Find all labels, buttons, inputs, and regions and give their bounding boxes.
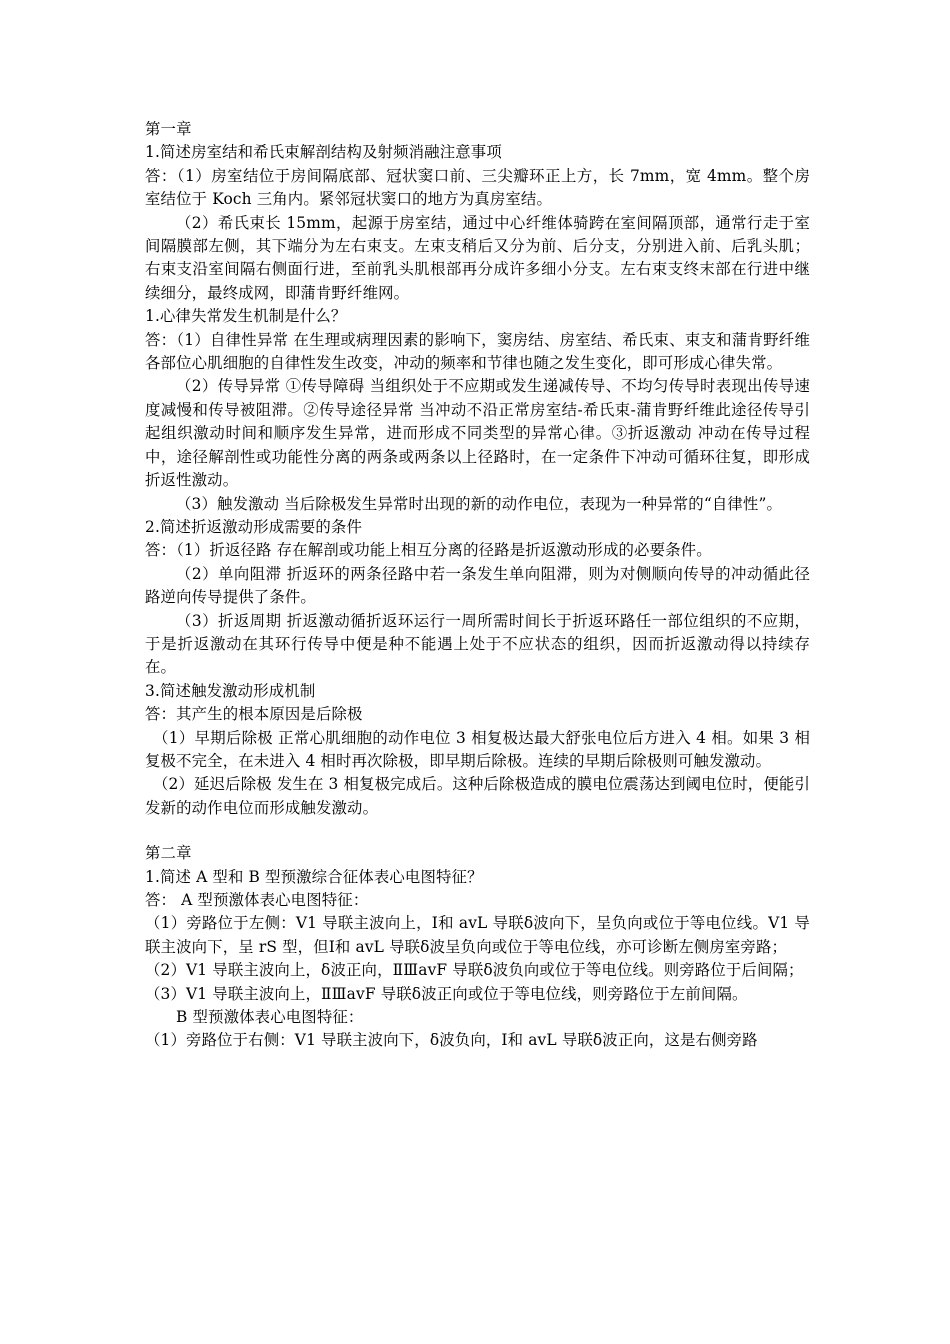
chapter-1-heading: 第一章 xyxy=(145,120,192,138)
answer-paragraph: 答：（1）折返径路 存在解剖或功能上相互分离的径路是折返激动形成的必要条件。 xyxy=(145,541,712,560)
chapter-2-heading: 第二章 xyxy=(145,844,192,863)
question-title: 1.简述房室结和希氏束解剖结构及射频消融注意事项 xyxy=(145,143,502,162)
answer-paragraph: 答：（1）房室结位于房间隔底部、冠状窦口前、三尖瓣环正上方，长 7mm，宽 4mm。整个房室结位于 Koch 三角内。紧邻冠状窦口的地方为真房室结。 xyxy=(145,166,810,209)
answer-paragraph: （2）延迟后除极 发生在 3 相复极完成后。这种后除极造成的膜电位震荡达到阈电位时，便能引发新的动作电位而形成触发激动。 xyxy=(145,775,810,817)
answer-paragraph: （2）V1 导联主波向上，δ波正向，ⅡⅢavF 导联δ波负向或位于等电位线。则旁路位于后间隔； xyxy=(145,961,804,980)
answer-paragraph: 答：（1）自律性异常 在生理或病理因素的影响下，窦房结、房室结、希氏束、束支和蒲肯野纤维各部位心肌细胞的自律性发生改变，冲动的频率和节律也随之发生变化，即可形成心律失常。 xyxy=(145,330,810,373)
answer-paragraph: B 型预激体表心电图特征： xyxy=(176,1008,364,1027)
answer-paragraph: （1）旁路位于右侧：V1 导联主波向下，δ波负向，Ⅰ和 avL 导联δ波正向，这是右侧旁路 xyxy=(145,1031,758,1050)
answer-paragraph: （3）触发激动 当后除极发生异常时出现的新的动作电位，表现为一种异常的“自律性”。 xyxy=(176,494,783,513)
answer-paragraph: （2）希氏束长 15mm，起源于房室结，通过中心纤维体骑跨在室间隔顶部，通常行走于室间隔膜部左侧，其下端分为左右束支。左束支稍后又分为前、后分支，分别进入前、后乳头肌；右束支沿室间隔右侧面行进，至前乳头肌根部再分成许多细小分支。左右束支终末部在行进中继续细分，最终成网，即蒲肯野纤维网。 xyxy=(145,213,810,302)
document-page xyxy=(145,118,810,1053)
answer-paragraph: （1）旁路位于左侧：V1 导联主波向上，Ⅰ和 avL 导联δ波向下，呈负向或位于等电位线。V1 导联主波向下，呈 rS 型，但Ⅰ和 avL 导联δ波呈负向或位于等电位线，亦可诊断左侧房室旁路； xyxy=(145,914,810,956)
question-title: 2.简述折返激动形成需要的条件 xyxy=(145,517,363,536)
answer-paragraph: （3）折返周期 折返激动循折返环运行一周所需时间长于折返环路任一部位组织的不应期，于是折返激动在其环行传导中便是种不能遇上处于不应状态的组织，因而折返激动得以持续存在。 xyxy=(145,611,810,677)
answer-paragraph: （3）V1 导联主波向上，ⅡⅢavF 导联δ波正向或位于等电位线，则旁路位于左前间隔。 xyxy=(145,984,748,1003)
answer-paragraph: 答： A 型预激体表心电图特征： xyxy=(145,891,369,909)
question-title: 3.简述触发激动形成机制 xyxy=(145,681,316,700)
answer-paragraph: （2）单向阻滞 折返环的两条径路中若一条发生单向阻滞，则为对侧顺向传导的冲动循此径路逆向传导提供了条件。 xyxy=(145,564,810,607)
answer-paragraph: （2）传导异常 ①传导障碍 当组织处于不应期或发生递减传导、不均匀传导时表现出传导速度减慢和传导被阻滞。②传导途径异常 当冲动不沿正常房室结-希氏束-蒲肯野纤维此途径传导引起组织激动时间和顺序发生异常，进而形成不同类型的异常心律。③折返激动 冲动在传导过程中，途径解剖性或功能性分离的两条或两条以上径路时，在一定条件下冲动可循环往复，即形成折返性激动。 xyxy=(145,377,810,490)
question-title: 1.简述 A 型和 B 型预激综合征体表心电图特征？ xyxy=(145,867,483,886)
answer-paragraph: （1）早期后除极 正常心肌细胞的动作电位 3 相复极达最大舒张电位后方进入 4 相。如果 3 相复极不完全，在未进入 4 相时再次除极，即早期后除极。连续的早期后除极则可触发激动。 xyxy=(145,728,810,770)
blank-line xyxy=(145,820,810,842)
question-title: 1.心律失常发生机制是什么？ xyxy=(145,307,347,326)
answer-paragraph: 答：其产生的根本原因是后除极 xyxy=(145,705,363,724)
